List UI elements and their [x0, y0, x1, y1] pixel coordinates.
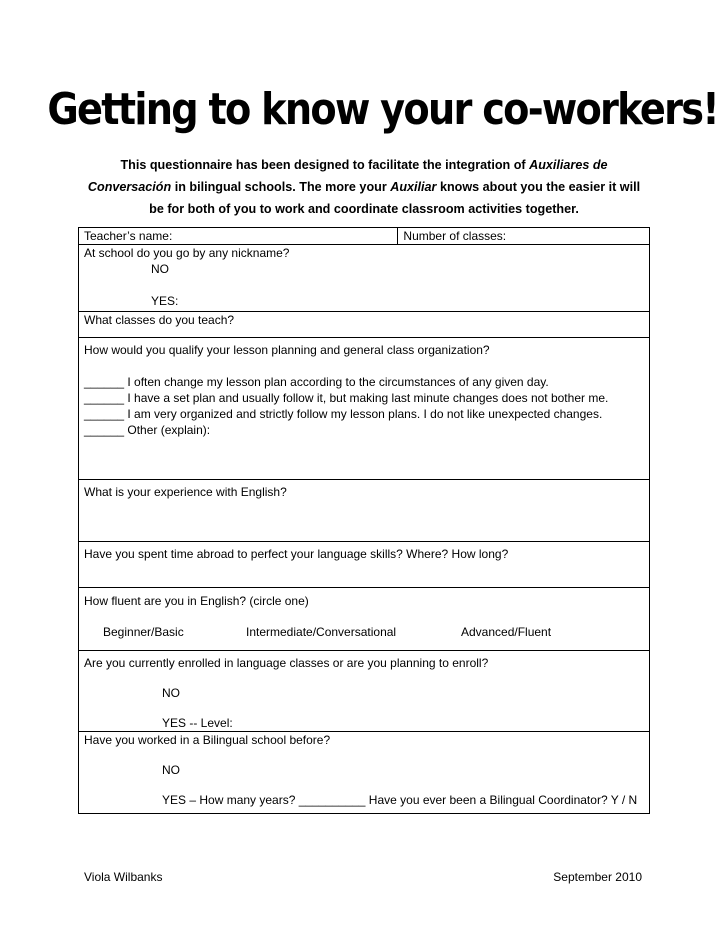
teacher-name-label: Teacher’s name:: [84, 229, 173, 243]
enrolled-question: Are you currently enrolled in language classes or are you planning to enroll?: [84, 656, 489, 670]
planning-question: How would you qualify your lesson planning and general class organization?: [84, 343, 490, 357]
fluency-option-advanced[interactable]: Advanced/Fluent: [461, 625, 552, 639]
nickname-field[interactable]: [79, 245, 650, 312]
number-of-classes-label: Number of classes:: [403, 229, 507, 243]
abroad-question: Have you spent time abroad to perfect your language skills? Where? How long?: [84, 547, 509, 561]
planning-option[interactable]: ______ I am very organized and strictly follow my lesson plans. I do not like unexpected changes.: [84, 407, 603, 421]
abroad-field[interactable]: [79, 542, 650, 588]
bilingual-no-option[interactable]: NO: [162, 763, 180, 777]
nickname-yes-option[interactable]: YES:: [151, 294, 179, 308]
intro-emphasis: Auxiliares de: [529, 158, 608, 172]
intro-text: knows about you the easier it will: [439, 180, 641, 194]
intro-emphasis: Conversación: [87, 180, 172, 194]
fluency-options: [84, 624, 649, 640]
english-experience-question: What is your experience with English?: [84, 485, 287, 499]
enrolled-row: [79, 651, 650, 732]
classes-question: What classes do you teach?: [84, 313, 235, 327]
bilingual-field[interactable]: [79, 732, 650, 814]
nickname-row: [79, 245, 650, 312]
number-of-classes-field[interactable]: [398, 228, 650, 245]
intro-text: This questionnaire has been designed to facilitate the integration of: [120, 158, 526, 172]
intro-text: in bilingual schools. The more your: [174, 180, 387, 194]
footer-date: September 2010: [553, 870, 642, 884]
bilingual-row: [79, 732, 650, 814]
planning-option[interactable]: ______ I have a set plan and usually follow it, but making last minute changes does not bother me.: [84, 391, 609, 405]
page-title: Getting to know your co-workers!: [47, 84, 718, 135]
planning-row: [79, 338, 650, 480]
fluency-row: [79, 588, 650, 651]
enrolled-yes-option[interactable]: YES -- Level:: [162, 716, 233, 730]
planning-option[interactable]: ______ I often change my lesson plan according to the circumstances of any given day.: [84, 375, 549, 389]
planning-field[interactable]: [79, 338, 650, 480]
intro-emphasis: Auxiliar: [390, 180, 437, 194]
classes-field[interactable]: [79, 312, 650, 338]
english-experience-row: [79, 480, 650, 542]
intro-line-3: be for both of you to work and coordinate classroom activities together.: [149, 202, 579, 216]
questionnaire-table: [78, 227, 650, 814]
teacher-name-field[interactable]: [79, 228, 398, 245]
intro-paragraph: [82, 154, 646, 220]
fluency-option-beginner[interactable]: Beginner/Basic: [103, 625, 184, 639]
intro-line-2: [82, 176, 646, 198]
nickname-no-option[interactable]: NO: [151, 262, 169, 276]
planning-option[interactable]: ______ Other (explain):: [84, 423, 211, 437]
nickname-question: At school do you go by any nickname?: [84, 246, 290, 260]
abroad-row: [79, 542, 650, 588]
enrolled-field[interactable]: [79, 651, 650, 732]
teacher-row: [79, 228, 650, 245]
fluency-option-intermediate[interactable]: Intermediate/Conversational: [246, 625, 397, 639]
enrolled-no-option[interactable]: NO: [162, 686, 180, 700]
intro-line-1: [82, 154, 646, 176]
footer-author: Viola Wilbanks: [84, 870, 163, 884]
fluency-question: How fluent are you in English? (circle one): [84, 594, 309, 608]
english-experience-field[interactable]: [79, 480, 650, 542]
classes-row: [79, 312, 650, 338]
fluency-field[interactable]: [79, 588, 650, 651]
bilingual-question: Have you worked in a Bilingual school before?: [84, 733, 331, 747]
bilingual-yes-option[interactable]: YES – How many years? __________ Have you ever been a Bilingual Coordinator? Y / N: [162, 793, 638, 807]
